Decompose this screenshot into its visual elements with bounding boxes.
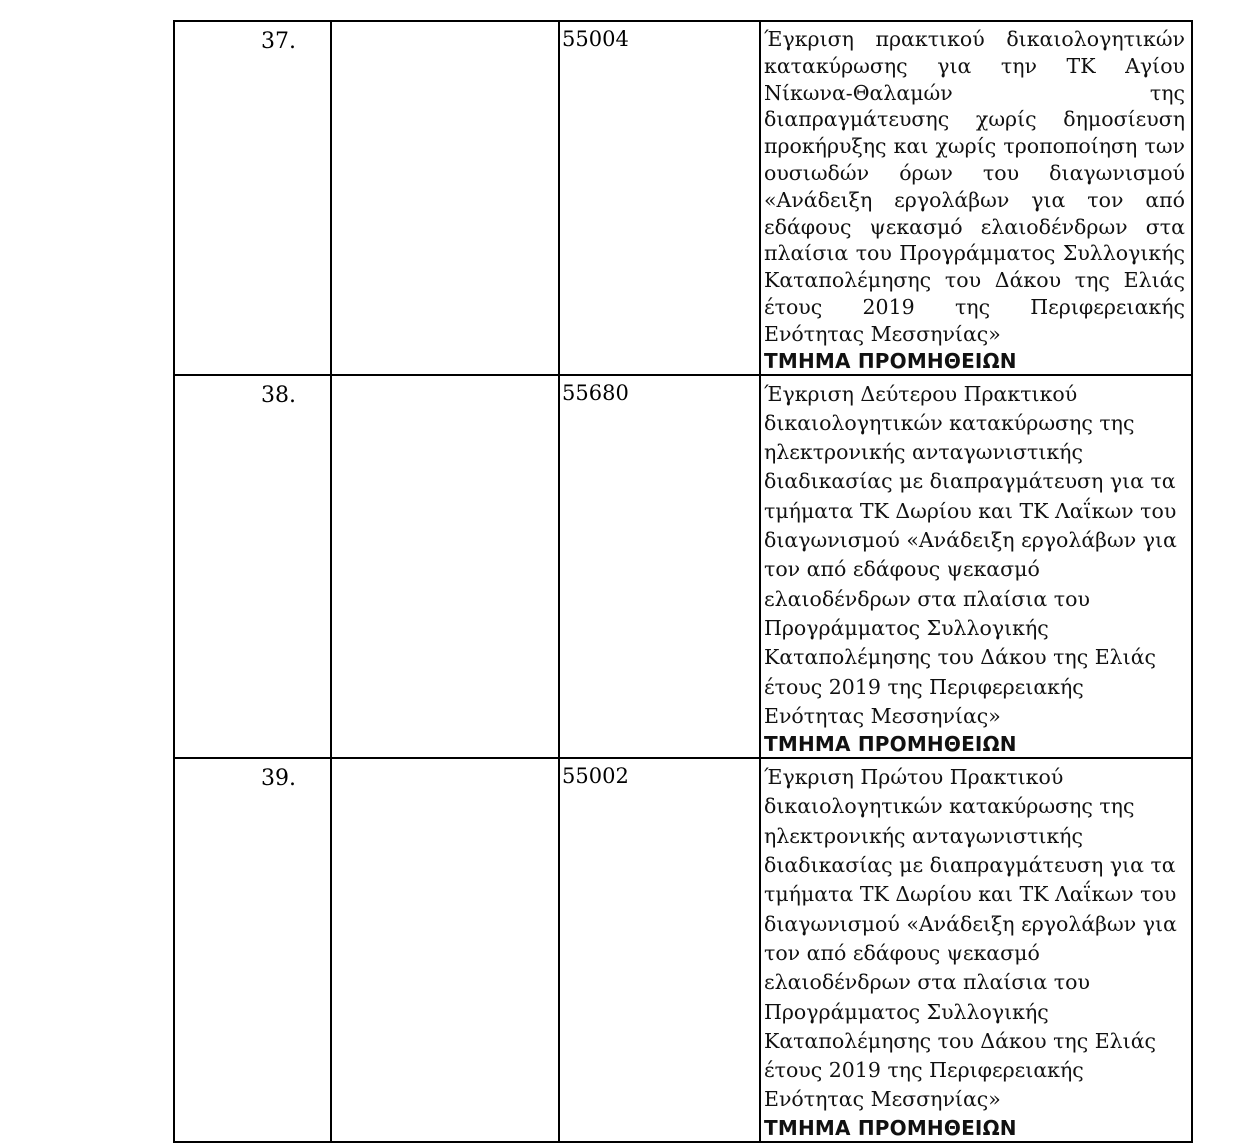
- protocol-code: 55680: [562, 380, 629, 405]
- decisions-table: [173, 20, 1193, 1143]
- code-cell: [559, 375, 760, 759]
- code-cell: [559, 758, 760, 1142]
- protocol-code: 55004: [562, 27, 629, 51]
- description-cell: [760, 21, 1192, 375]
- protocol-code: 55002: [562, 764, 629, 789]
- code-cell: [559, 21, 760, 375]
- row-number: 38.: [261, 382, 296, 408]
- description-cell: [760, 758, 1192, 1142]
- description-text: Έγκριση Πρώτου Πρακτικού δικαιολογητικών κατακύρωσης της ηλεκτρονικής ανταγωνιστικής διαδικασίας με διαπραγμάτευση για τα τμήματα ΤΚ Δωρίου και ΤΚ Λαΐκων του διαγωνισμού «Ανάδειξη εργολάβων για τον από εδάφους ψεκασμό ελαιοδένδρων στα πλαίσια του Προγράμματος Συλλογικής Καταπολέμησης του Δάκου της Ελιάς έτους 2019 της Περιφερειακής Ενότητας Μεσσηνίας»: [764, 765, 1177, 1112]
- description-block: [761, 759, 1191, 1141]
- empty-cell: [331, 758, 559, 1142]
- row-number-cell: [174, 758, 331, 1142]
- description-cell: [760, 375, 1192, 759]
- description-text: Έγκριση Δεύτερου Πρακτικού δικαιολογητικών κατακύρωσης της ηλεκτρονικής ανταγωνιστικής διαδικασίας με διαπραγμάτευση για τα τμήματα ΤΚ Δωρίου και ΤΚ Λαΐκων του διαγωνισμού «Ανάδειξη εργολάβων για τον από εδάφους ψεκασμό ελαιοδένδρων στα πλαίσια του Προγράμματος Συλλογικής Καταπολέμησης του Δάκου της Ελιάς έτους 2019 της Περιφερειακής Ενότητας Μεσσηνίας»: [764, 381, 1177, 728]
- row-number-cell: [174, 375, 331, 759]
- row-number-cell: [174, 21, 331, 375]
- description-block: [761, 22, 1191, 374]
- empty-cell: [331, 21, 559, 375]
- table-row: [174, 375, 1192, 759]
- table-row: [174, 758, 1192, 1142]
- row-number: 37.: [261, 29, 296, 54]
- department-label: ΤΜΗΜΑ ΠΡΟΜΗΘΕΙΩΝ: [764, 732, 1017, 757]
- description-block: [761, 376, 1191, 758]
- table-row: [174, 21, 1192, 375]
- department-label: ΤΜΗΜΑ ΠΡΟΜΗΘΕΙΩΝ: [764, 1115, 1017, 1140]
- description-text: Έγκριση πρακτικού δικαιολογητικών κατακύρωσης για την ΤΚ Αγίου Νίκωνα-Θαλαμών της διαπραγμάτευσης χωρίς δημοσίευση προκήρυξης και χωρίς τροποποίηση των ουσιωδών όρων του διαγωνισμού «Ανάδειξη εργολάβων για τον από εδάφους ψεκασμό ελαιοδένδρων στα πλαίσια του Προγράμματος Συλλογικής Καταπολέμησης του Δάκου της Ελιάς έτους 2019 της Περιφερειακής Ενότητας Μεσσηνίας»: [764, 27, 1185, 346]
- row-number: 39.: [261, 766, 296, 792]
- department-label: ΤΜΗΜΑ ΠΡΟΜΗΘΕΙΩΝ: [764, 348, 1017, 373]
- empty-cell: [331, 375, 559, 759]
